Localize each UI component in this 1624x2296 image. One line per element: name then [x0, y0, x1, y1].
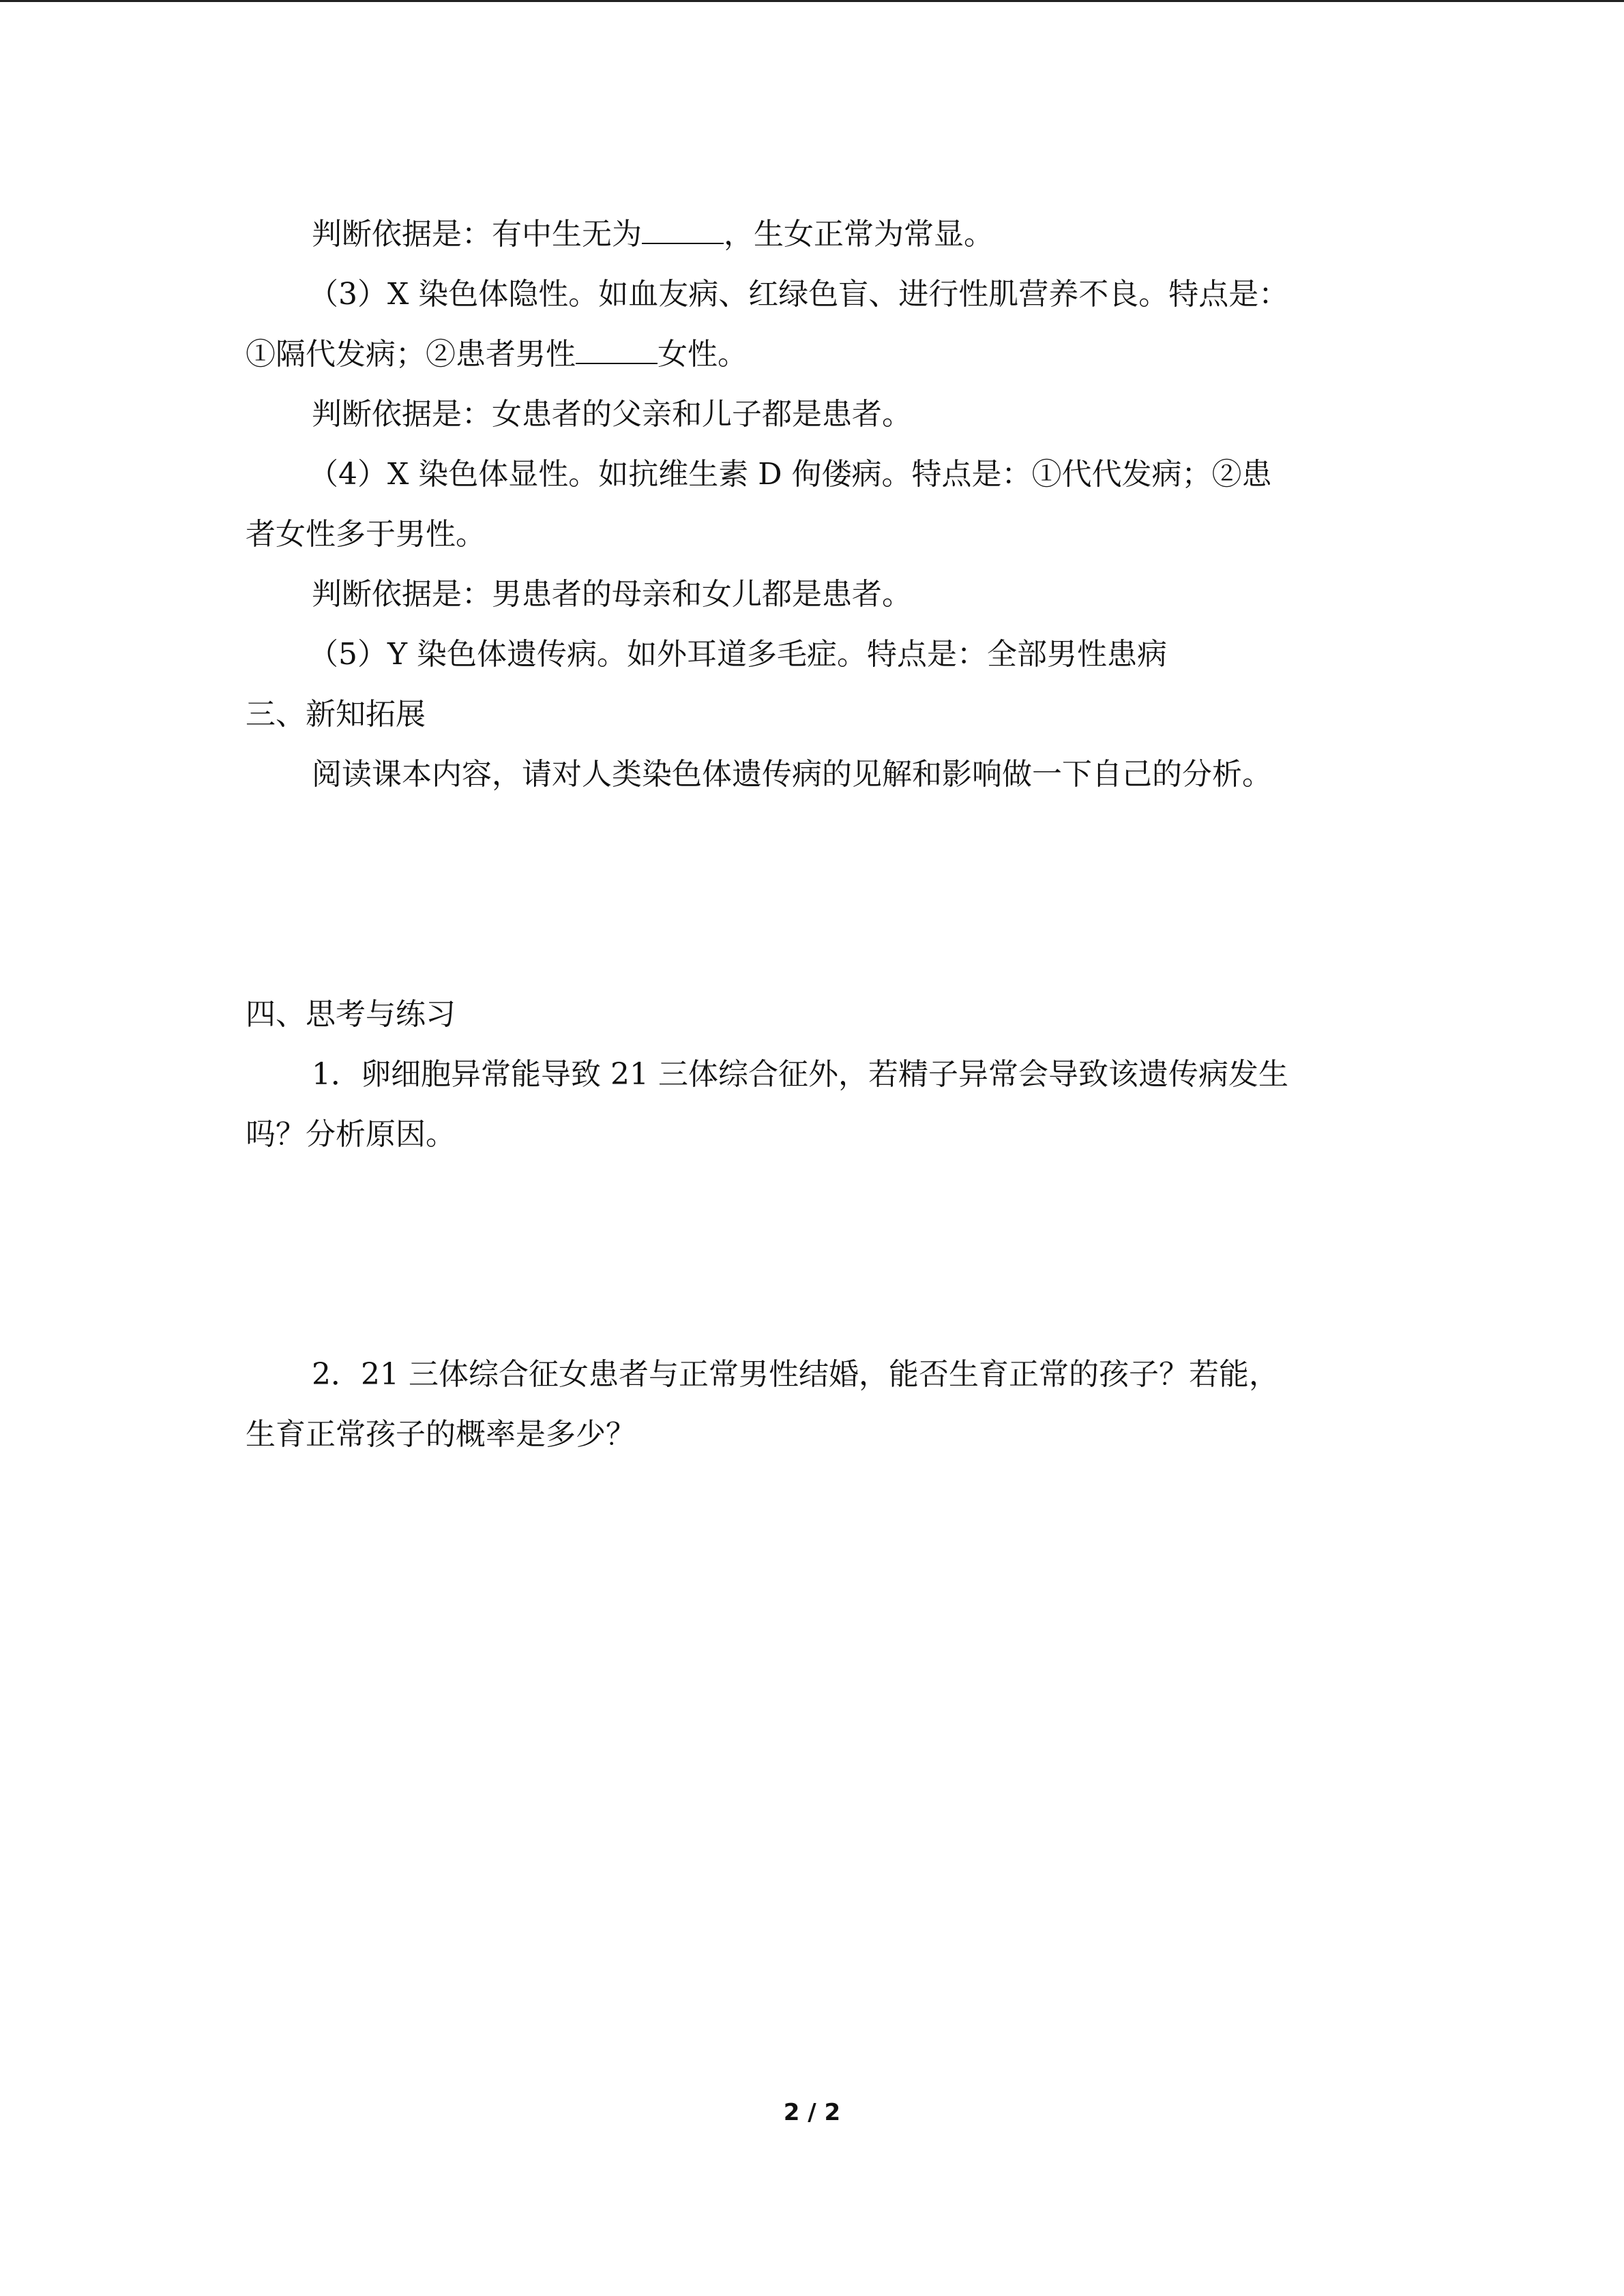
question-1-line-1: 1．卵细胞异常能导致 21 三体综合征外，若精子异常会导致该遗传病发生	[312, 1057, 1288, 1092]
text-segment: 判断依据是：有中生无为	[312, 217, 642, 252]
text-segment: ，生女正常为常显。	[724, 217, 994, 252]
extension-prompt: 阅读课本内容，请对人类染色体遗传病的见解和影响做一下自己的分析。	[312, 757, 1272, 792]
x-dominant-line: （4）X 染色体显性。如抗维生素 D 佝偻病。特点是：①代代发病；②患	[308, 457, 1272, 492]
y-linked-line: （5）Y 染色体遗传病。如外耳道多毛症。特点是：全部男性患病	[308, 637, 1168, 672]
answer-space	[246, 1165, 1364, 1345]
x-dominant-continuation: 者女性多于男性。	[246, 517, 486, 552]
section-heading-4: 四、思考与练习	[246, 997, 456, 1032]
criterion-line-x-dominant: 判断依据是：男患者的母亲和女儿都是患者。	[312, 577, 912, 612]
question-2-line-2: 生育正常孩子的概率是多少？	[246, 1417, 636, 1452]
text-segment: ①隔代发病；②患者男性	[246, 337, 576, 372]
answer-space	[246, 805, 1364, 985]
question-2-line-1: 2．21 三体综合征女患者与正常男性结婚，能否生育正常的孩子？若能，	[312, 1357, 1279, 1392]
text-segment: 女性。	[658, 337, 748, 372]
fill-in-blank[interactable]	[642, 215, 724, 244]
criterion-line-x-recessive: 判断依据是：女患者的父亲和儿子都是患者。	[312, 397, 912, 432]
x-recessive-line: （3）X 染色体隐性。如血友病、红绿色盲、进行性肌营养不良。特点是：	[308, 277, 1289, 312]
document-body	[246, 205, 1364, 1465]
page-top-border	[0, 0, 1624, 2]
page-number: 2 / 2	[783, 2099, 841, 2126]
criterion-line-autosomal-dominant	[246, 205, 1364, 265]
section-heading-3: 三、新知拓展	[246, 697, 426, 732]
question-1-line-2: 吗？分析原因。	[246, 1117, 456, 1152]
x-recessive-features	[246, 325, 1364, 385]
fill-in-blank[interactable]	[576, 336, 658, 364]
